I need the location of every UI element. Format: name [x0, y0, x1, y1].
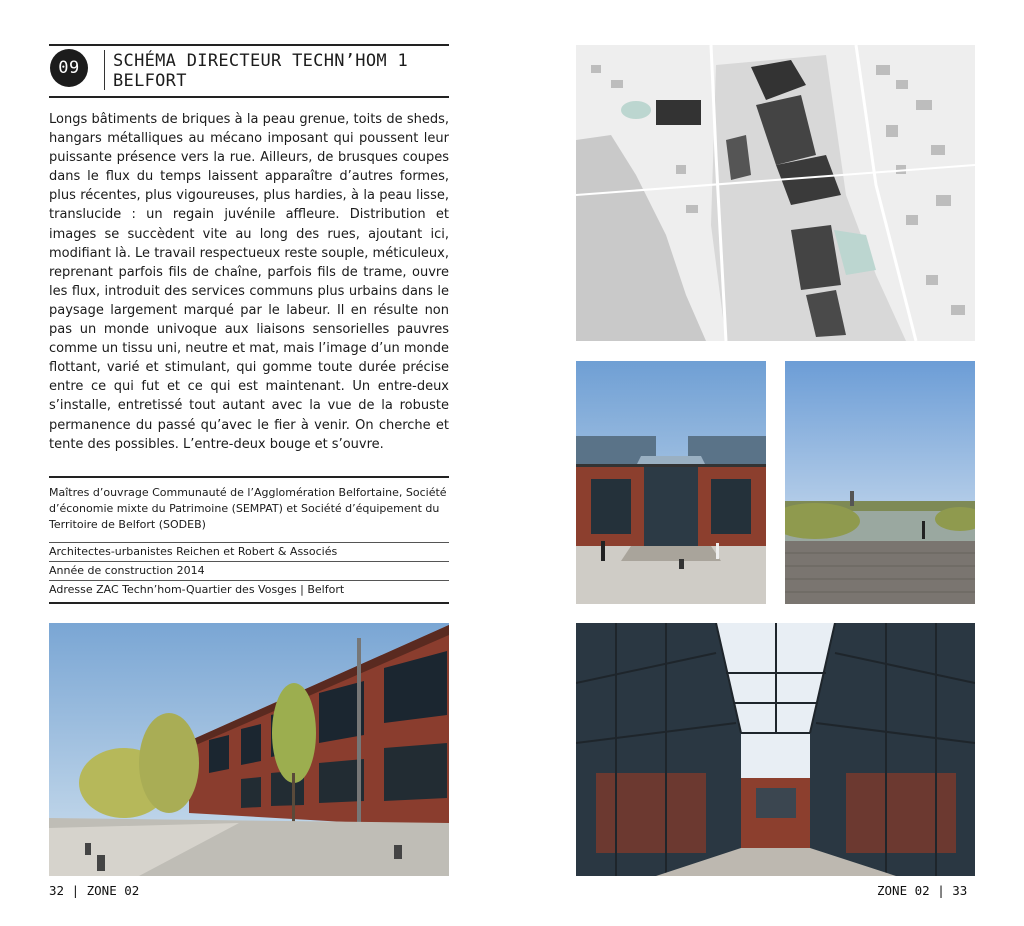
photo-glass-atrium: [576, 623, 975, 876]
credit-divider: [49, 561, 449, 562]
title-divider: [104, 50, 105, 90]
header-bottom-rule: [49, 96, 449, 98]
credit-architects: Architectes-urbanistes Reichen et Robert & Associés: [49, 545, 338, 558]
photo-wetland-deck: [785, 361, 975, 604]
photo-glass-entrance: [576, 361, 766, 604]
right-page-folio: ZONE 02 | 33: [877, 883, 968, 898]
credits-top-rule: [49, 476, 449, 478]
section-number-badge: 09: [50, 49, 88, 87]
credit-owner: Maîtres d’ouvrage Communauté de l’Agglomération Belfortaine, Société d’économie mixte du Patrimoine (SEMPAT) et Société d’équipement du Territoire de Belfort (SODEB): [49, 486, 447, 531]
site-plan-map: [576, 45, 975, 341]
page-title: SCHÉMA DIRECTEUR TECHN’HOM 1: [113, 51, 408, 71]
credit-divider: [49, 580, 449, 581]
credits-bottom-rule: [49, 602, 449, 604]
photo-brick-facade-street: [49, 623, 449, 876]
page-subtitle-city: BELFORT: [113, 71, 187, 91]
credit-address: Adresse ZAC Techn’hom-Quartier des Vosges | Belfort: [49, 583, 345, 596]
body-paragraph-container: [49, 110, 449, 454]
left-page-folio: 32 | ZONE 02: [49, 883, 140, 898]
body-paragraph: Longs bâtiments de briques à la peau grenue, toits de sheds, hangars métalliques au mécano imposant qui poussent leur puissante présence vers la rue. Ailleurs, de brusques coupes dans le flux du temps laissent apparaître d’autres formes, plus récentes, plus vigoureuses, plus hardies, à la peau lisse, translucide : un regain juvénile affleure. Distribution et images se succèdent vite au long des rues, ajoutant ici, modifiant là. Le travail respectueux reste souple, méticuleux, reprenant parfois fils de chaîne, parfois fils de trame, ouvre les flux, introduit des services communs plus urbains dans le paysage largement marqué par le labeur. Il en résulte non pas un monde univoque aux liaisons sensorielles pauvres comme un tissu uni, neutre et mat, mais l’image d’un monde flottant, varié et stimulant, qui gomme toute durée précise entre ce qui fut et ce qui est maintenant. Un entre-deux s’installe, entretissé tout autant avec la vue de la robuste permanence du passé qu’avec le fier à venir. On cherche et tente des possibles. L’entre-deux bouge et s’ouvre.: [49, 112, 449, 452]
credit-year: Année de construction 2014: [49, 564, 205, 577]
credit-divider: [49, 542, 449, 543]
header-top-rule: [49, 44, 449, 46]
